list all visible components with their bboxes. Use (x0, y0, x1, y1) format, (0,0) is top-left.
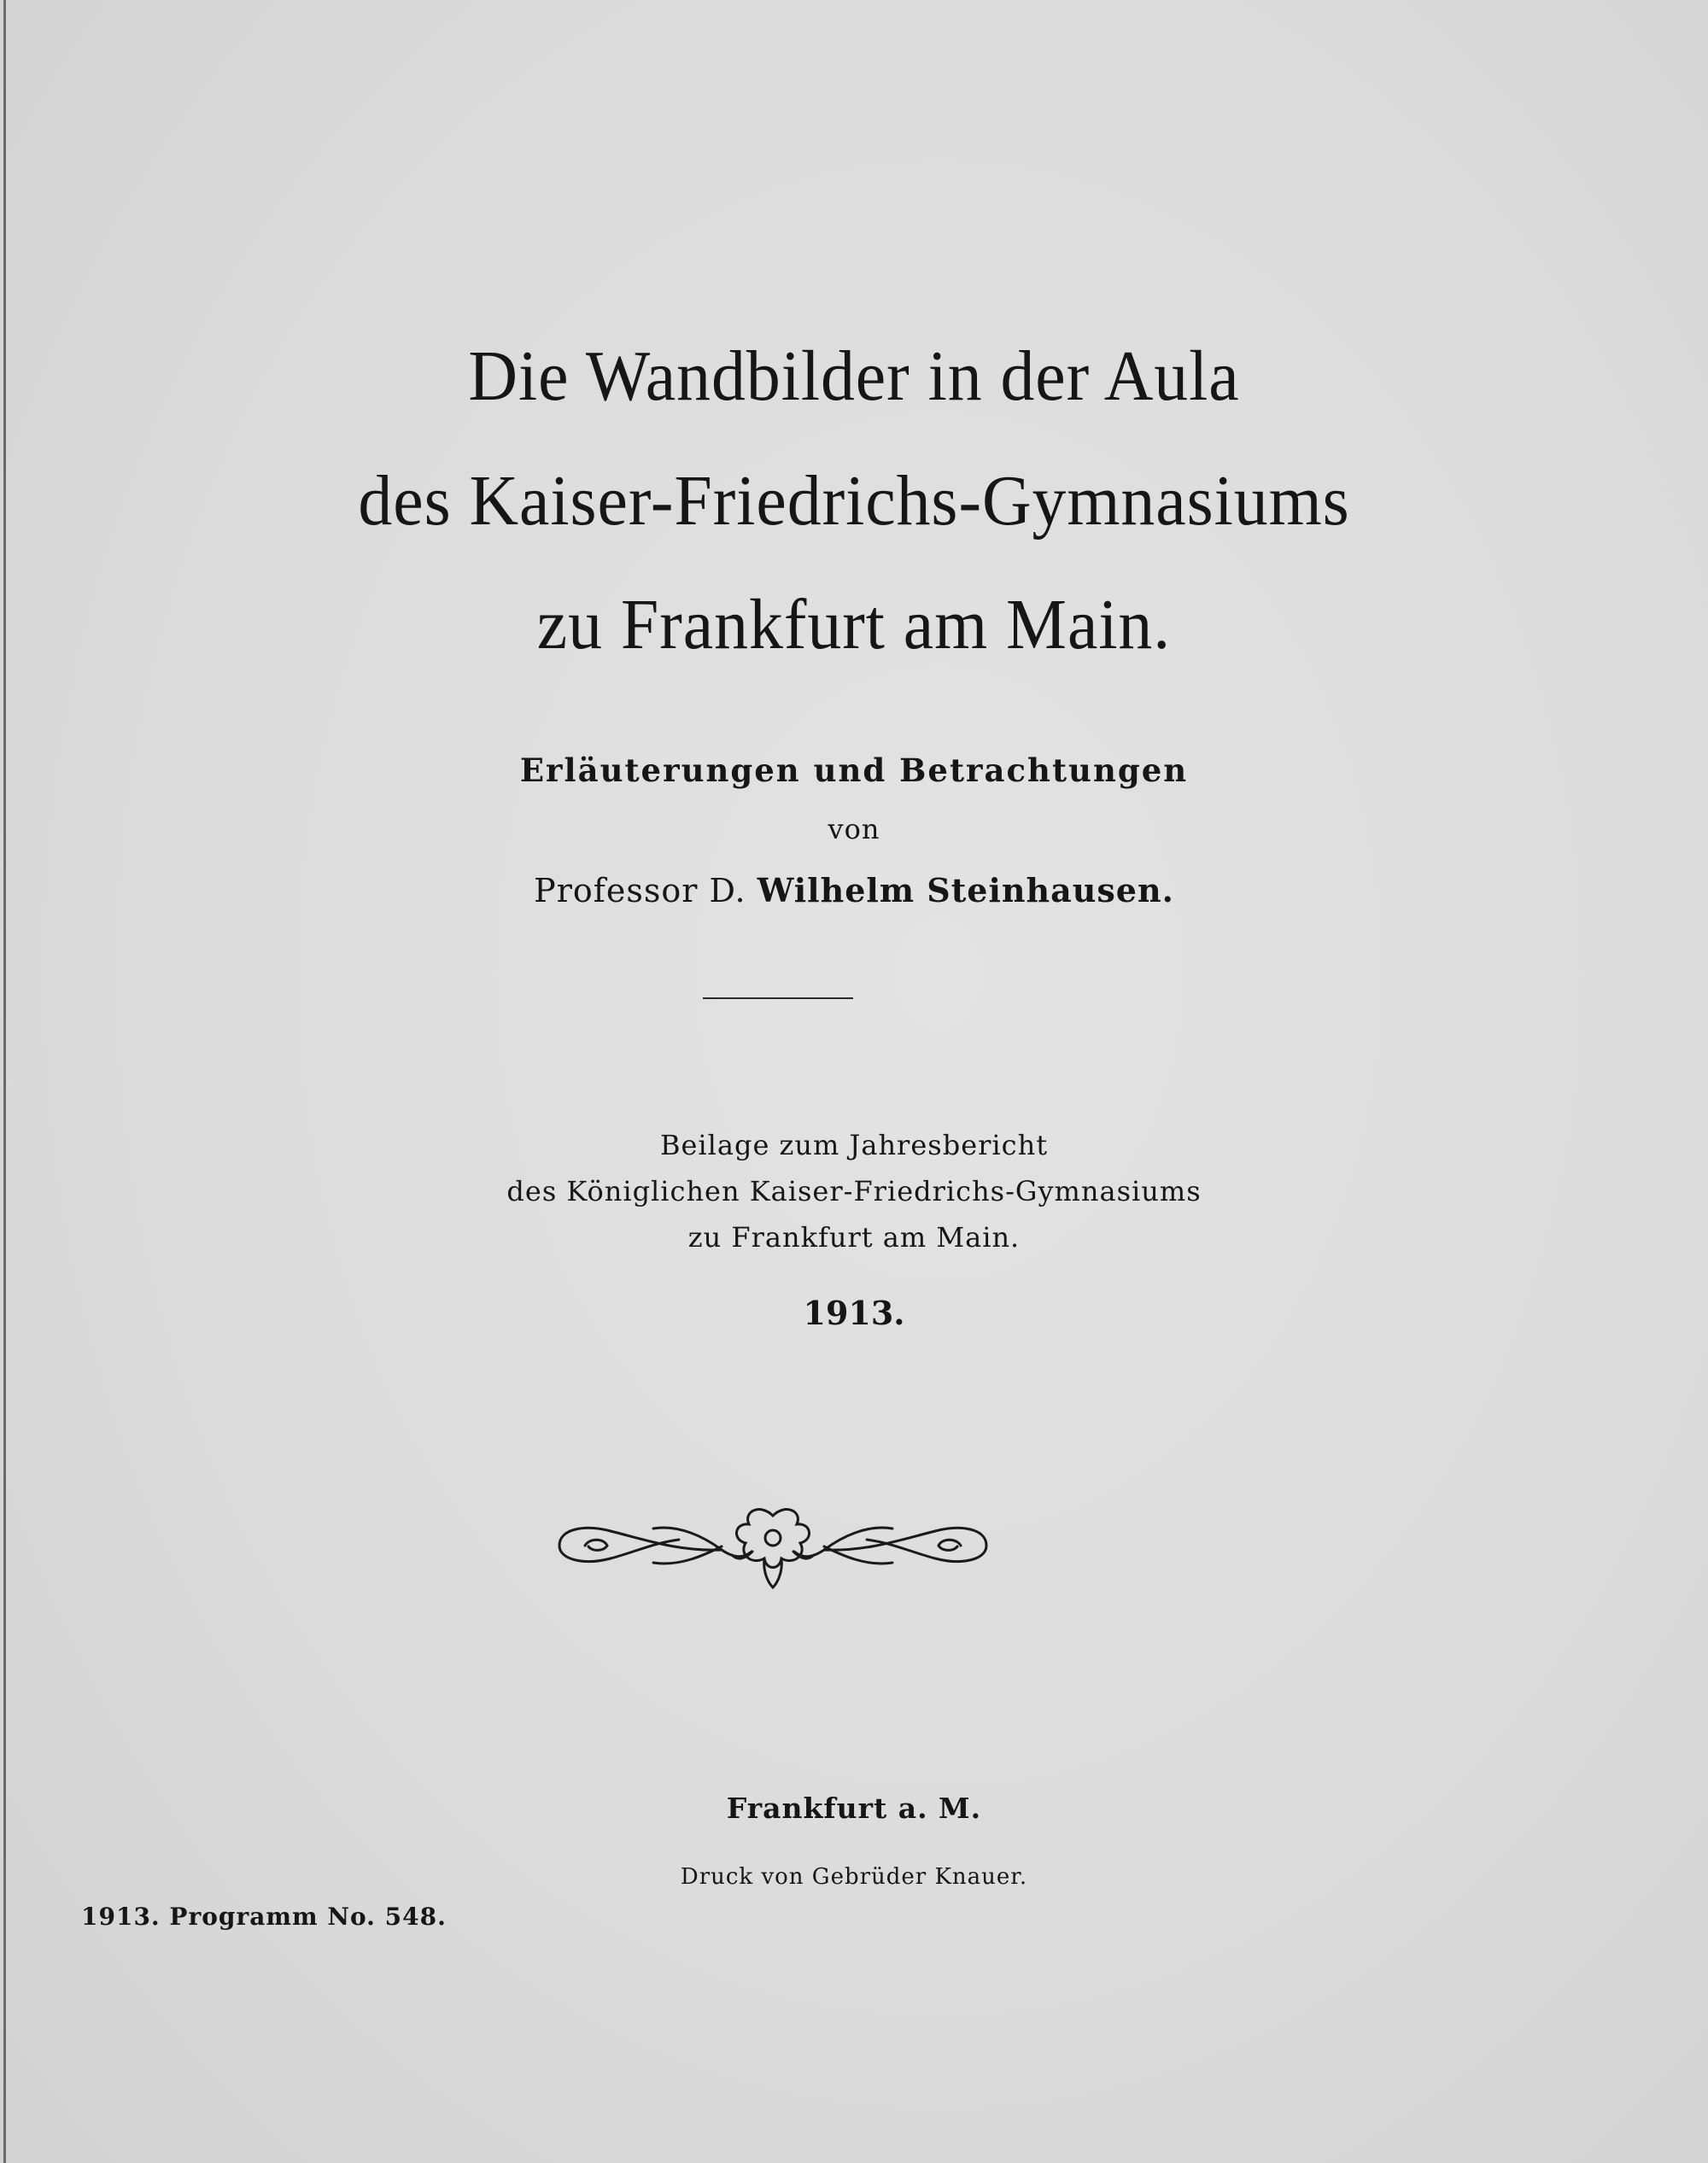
by-line: von (828, 813, 880, 845)
author-name: Wilhelm Steinhausen. (757, 871, 1174, 909)
divider-rule (703, 997, 853, 999)
program-note: 1913. Programm No. 548. (81, 1903, 447, 1931)
author-prefix: Professor D. (534, 872, 746, 909)
supplement-line-1: Beilage zum Jahresbericht (659, 1129, 1049, 1161)
floral-ornament-icon (551, 1499, 995, 1593)
title-line-3: zu Frankfurt am Main. (536, 585, 1172, 664)
page-edge-line (3, 0, 6, 2163)
title-line-2: des Kaiser-Friedrichs-Gymnasiums (358, 461, 1350, 541)
author-line (0, 871, 1708, 909)
publication-year: 1913. (803, 1294, 905, 1332)
supplement-line-3: zu Frankfurt am Main. (687, 1221, 1021, 1254)
subtitle: Erläuterungen und Betrachtungen (519, 751, 1189, 789)
supplement-line-2: des Königlichen Kaiser-Friedrichs-Gymnasiums (506, 1175, 1202, 1207)
imprint-printer: Druck von Gebrüder Knauer. (680, 1864, 1028, 1890)
title-line-1: Die Wandbilder in der Aula (468, 336, 1240, 416)
imprint-place: Frankfurt a. M. (726, 1792, 982, 1825)
